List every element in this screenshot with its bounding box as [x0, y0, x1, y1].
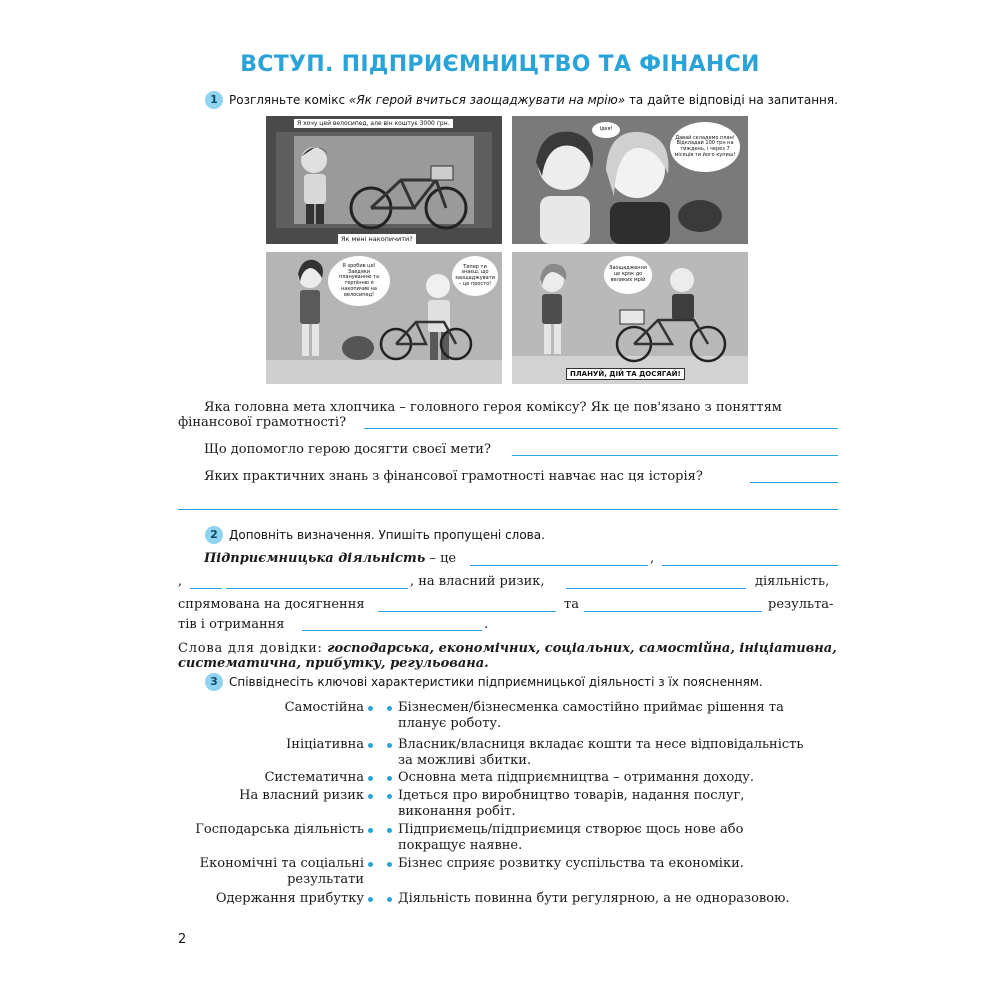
- blank-5[interactable]: [378, 611, 556, 612]
- matching-right-item: [398, 822, 743, 854]
- task-number-badge-2: 2: [205, 526, 223, 544]
- matching-left-dot[interactable]: [368, 897, 373, 902]
- matching-right-text: Ідеться про виробництво товарів, надання послуг,: [398, 788, 745, 803]
- matching-left-text: Одержання прибутку: [215, 891, 364, 906]
- panel1-illustration: [266, 116, 502, 244]
- comic-panel-2: [512, 116, 748, 244]
- blank-2[interactable]: [662, 565, 838, 566]
- matching-right-dot[interactable]: [387, 743, 392, 748]
- matching-left-item: [285, 700, 364, 716]
- matching-right-dot[interactable]: [387, 862, 392, 867]
- matching-left-text: Ініціативна: [286, 737, 364, 752]
- matching-right-item: [398, 737, 803, 769]
- task1-instruction: [229, 93, 838, 107]
- matching-right-dot[interactable]: [387, 897, 392, 902]
- task-number-badge-3: 3: [205, 673, 223, 691]
- task-number-badge-1: 1: [205, 91, 223, 109]
- blank-1[interactable]: [470, 565, 648, 566]
- matching-left-item: [216, 891, 364, 907]
- blank-3a[interactable]: [190, 588, 222, 589]
- matching-left-dot[interactable]: [368, 743, 373, 748]
- reference-words-list-1: господарська, економічних, соціальних, самостійна, ініціативна,: [322, 641, 837, 656]
- definition-line-1: [204, 550, 456, 567]
- matching-left-text: результати: [287, 872, 364, 887]
- comma-1: ,: [650, 551, 655, 566]
- matching-right-item: [398, 891, 790, 907]
- matching-right-text: покращує наявне.: [398, 838, 523, 853]
- matching-right-dot[interactable]: [387, 828, 392, 833]
- comic-title: «Як герой вчиться заощаджувати на мрію»: [348, 93, 626, 107]
- and-text: та: [564, 597, 579, 612]
- matching-right-text: за можливі збитки.: [398, 753, 532, 768]
- answer-line-1[interactable]: [364, 428, 838, 429]
- matching-left-text: Економічні та соціальні: [199, 856, 364, 871]
- matching-left-dot[interactable]: [368, 862, 373, 867]
- matching-right-text: виконання робіт.: [398, 804, 516, 819]
- matching-left-text: Систематична: [264, 770, 364, 785]
- tiv-text: тів і отримання: [178, 617, 285, 632]
- panel4-bubble: Заощадження це крок до великих мрій: [604, 256, 652, 294]
- matching-left-item: [200, 856, 364, 888]
- reference-words-line2: [178, 655, 489, 672]
- matching-right-item: [398, 856, 744, 872]
- question-1-line1: Яка головна мета хлопчика – головного героя коміксу? Як це пов'язано з поняттям: [204, 400, 782, 415]
- blank-3b[interactable]: [226, 588, 408, 589]
- matching-right-item: [398, 788, 744, 820]
- panel2-bubble-plan: Давай складемо план! Відкладай 100 грн на тиждень, і через 7 місяців ти його купиш!: [670, 122, 740, 172]
- matching-right-dot[interactable]: [387, 776, 392, 781]
- activity-text: діяльність,: [755, 574, 830, 589]
- question-3: Яких практичних знань з фінансової грамотності навчає нас ця історія?: [204, 469, 703, 484]
- panel1-caption-bottom: Як мені накопичити?: [338, 234, 416, 244]
- matching-left-text: Самостійна: [284, 700, 364, 715]
- question-2: Що допомогло герою досягти своєї мети?: [204, 442, 491, 457]
- matching-left-dot[interactable]: [368, 794, 373, 799]
- reference-words-list-2: систематична, прибутку, регульована.: [178, 656, 489, 671]
- matching-left-dot[interactable]: [368, 706, 373, 711]
- task1-prefix: Розгляньте комікс: [229, 93, 349, 107]
- panel4-banner: ПЛАНУЙ, ДІЙ ТА ДОСЯГАЙ!: [566, 368, 685, 380]
- comic-panel-3: [266, 252, 502, 384]
- matching-left-item: [239, 788, 364, 804]
- results-text: результа-: [768, 597, 834, 612]
- matching-left-text: На власний ризик: [239, 788, 364, 803]
- matching-left-dot[interactable]: [368, 776, 373, 781]
- answer-line-2[interactable]: [512, 455, 838, 456]
- task3-instruction: Співвідн​есіть ключові характеристики підприємницької діяльності з їх поясненням.: [229, 675, 763, 689]
- comic-panel-1: [266, 116, 502, 244]
- answer-line-3a[interactable]: [750, 482, 838, 483]
- own-risk-text: , на власний ризик,: [410, 574, 545, 589]
- answer-line-3b[interactable]: [178, 509, 838, 510]
- matching-left-item: [195, 822, 364, 838]
- matching-right-dot[interactable]: [387, 706, 392, 711]
- matching-right-item: [398, 770, 754, 786]
- definition-dash: – це: [425, 551, 457, 566]
- page-number: 2: [178, 932, 187, 947]
- matching-right-dot[interactable]: [387, 794, 392, 799]
- matching-right-text: Бізнес сприяє розвитку суспільства та економіки.: [398, 856, 744, 871]
- matching-right-text: Бізнесмен/бізнесменка самостійно приймає рішення та: [398, 700, 784, 715]
- matching-right-text: Основна мета підприємництва – отримання доходу.: [398, 770, 755, 785]
- blank-6[interactable]: [584, 611, 762, 612]
- question-1-line2: фінансової грамотності?: [178, 415, 347, 430]
- panel2-bubble-idea: Ідея!: [592, 122, 620, 138]
- matching-right-text: Підприємець/підприємиця створює щось нове або: [398, 822, 744, 837]
- task2-instruction: Доповніть визначення. Упишіть пропущені слова.: [229, 528, 545, 542]
- blank-4[interactable]: [566, 588, 746, 589]
- aimed-text: спрямована на досягнення: [178, 597, 365, 612]
- panel3-bubble-girl: Тепер ти знаєш, що заощаджувати – це просто!: [452, 256, 498, 296]
- matching-right-text: планує роботу.: [398, 716, 502, 731]
- matching-right-text: Діяльність повинна бути регулярною, а не одноразовою.: [398, 891, 790, 906]
- page-title: ВСТУП. ПІДПРИЄМНИЦТВО ТА ФІНАНСИ: [240, 52, 760, 77]
- period: .: [484, 617, 489, 632]
- matching-left-item: [264, 770, 364, 786]
- panel3-bubble-boy: Я зробив це! Завдяки плануванню та терпінню я накопичив на велосипед!: [328, 256, 390, 306]
- comma-2: ,: [178, 574, 183, 589]
- matching-right-text: Власник/власниця вкладає кошти та несе відповідальність: [398, 737, 804, 752]
- blank-7[interactable]: [302, 630, 482, 631]
- matching-left-text: Господарська діяльність: [195, 822, 364, 837]
- matching-right-item: [398, 700, 784, 732]
- task1-suffix: та дайте відповіді на запитання.: [625, 93, 838, 107]
- definition-term: Підприємницька діяльність: [204, 551, 426, 566]
- matching-left-item: [286, 737, 364, 753]
- reference-words-label: Слова для довідки:: [178, 641, 323, 656]
- panel1-caption-top: Я хочу цей велосипед, але він коштує 3000 грн.: [294, 119, 453, 128]
- matching-left-dot[interactable]: [368, 828, 373, 833]
- comic-panel-4: [512, 252, 748, 384]
